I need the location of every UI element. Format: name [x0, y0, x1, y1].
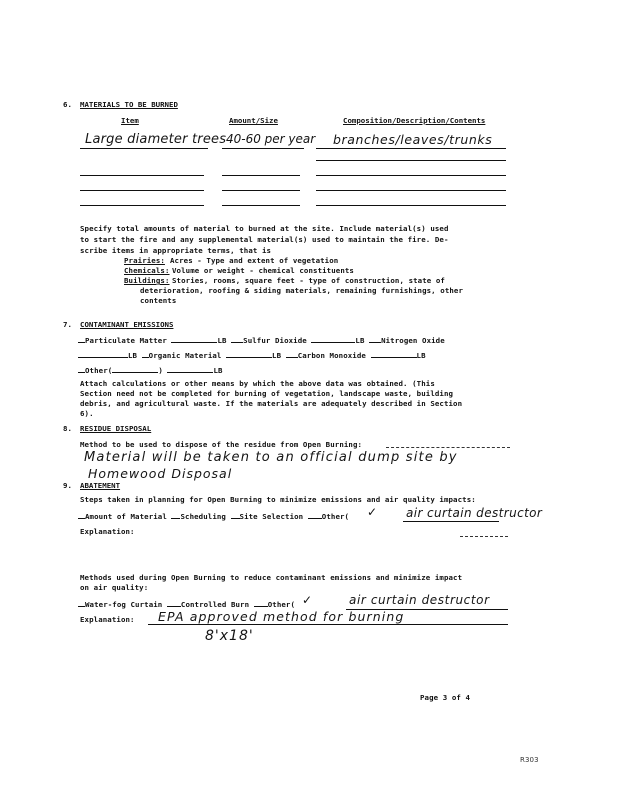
- item-line-3: [80, 190, 204, 191]
- other2-answer: air curtain destructor: [349, 593, 490, 607]
- methods-options-row: [78, 599, 295, 609]
- amount-line-4: [222, 205, 300, 206]
- lb-unit: LB: [213, 366, 223, 375]
- water-fog-label: Water-fog Curtain: [85, 600, 163, 609]
- emissions-row-2: [78, 350, 426, 360]
- site-selection-label: Site Selection: [239, 512, 304, 521]
- buildings-text-2: deterioration, roofing & siding materials, remaining furnishings, other: [140, 286, 464, 295]
- section-7-title: CONTAMINANT EMISSIONS: [80, 320, 174, 329]
- prairies-text: Acres - Type and extent of vegetation: [170, 256, 339, 265]
- explanation-line-1: [460, 536, 508, 537]
- attach-line-4: 6).: [80, 409, 94, 418]
- prairies-label: Prairies:: [124, 256, 165, 265]
- other-emission-name-input[interactable]: [112, 365, 158, 373]
- lb-unit: LB: [128, 351, 138, 360]
- explanation-label-1: Explanation:: [80, 527, 135, 536]
- section-9-number: 9.: [63, 481, 72, 490]
- site-selection-checkbox[interactable]: [231, 511, 240, 519]
- nitrogen-input[interactable]: [78, 350, 128, 358]
- explanation-answer: EPA approved method for burning: [158, 609, 405, 624]
- lb-unit: LB: [272, 351, 282, 360]
- other-label: Other(: [321, 512, 350, 521]
- emissions-row-1: [78, 335, 445, 345]
- explanation-label-2: Explanation:: [80, 615, 135, 624]
- buildings-label: Buildings:: [124, 276, 170, 285]
- other-emission-amount-input[interactable]: [167, 365, 213, 373]
- item-value-row-1: Large diameter trees: [85, 132, 227, 147]
- section-8-number: 8.: [63, 424, 72, 433]
- organic-label: Organic Material: [148, 351, 222, 360]
- disposal-method-label: Method to be used to dispose of the residue from Open Burning:: [80, 440, 363, 449]
- amount-line-2: [222, 175, 300, 176]
- nitrogen-label: Nitrogen Oxide: [381, 336, 445, 345]
- lb-unit: LB: [355, 336, 365, 345]
- particulate-input[interactable]: [171, 335, 217, 343]
- checkmark-icon: ✓: [302, 593, 313, 607]
- sulfur-label: Sulfur Dioxide: [243, 336, 307, 345]
- column-header-composition: Composition/Description/Contents: [343, 116, 486, 125]
- water-fog-checkbox[interactable]: [78, 599, 85, 607]
- amount-line-1: [222, 148, 304, 149]
- attach-line-1: Attach calculations or other means by which the above data was obtained. (This: [80, 379, 435, 388]
- sulfur-input[interactable]: [311, 335, 355, 343]
- amount-of-material-label: Amount of Material: [85, 512, 167, 521]
- instructions-line-1: Specify total amounts of material to burned at the site. Include material(s) used: [80, 224, 449, 233]
- close-paren: ): [158, 366, 163, 375]
- abatement-options-row: [78, 511, 349, 521]
- disposal-answer-line-2: Homewood Disposal: [88, 466, 233, 481]
- section-6-number: 6.: [63, 100, 72, 109]
- column-header-item: Item: [121, 116, 139, 125]
- carbon-label: Carbon Monoxide: [297, 351, 366, 360]
- particulate-label: Particulate Matter: [85, 336, 167, 345]
- composition-line-2: [316, 160, 506, 161]
- attach-line-3: debris, and agricultural waste. If the materials are adequately described in Section: [80, 399, 463, 408]
- page-number: Page 3 of 4: [420, 693, 471, 702]
- amount-line-3: [222, 190, 300, 191]
- other-answer: air curtain destructor: [406, 506, 543, 520]
- composition-value-row-1: branches/leaves/trunks: [333, 132, 493, 147]
- section-8-title: RESIDUE DISPOSAL: [80, 424, 152, 433]
- buildings-text-1: Stories, rooms, square feet - type of construction, state of: [172, 276, 445, 285]
- attach-line-2: Section need not be completed for burning of vegetation, landscape waste, building: [80, 389, 454, 398]
- lb-unit: LB: [217, 336, 227, 345]
- methods-line-2: on air quality:: [80, 583, 149, 592]
- explanation-line-2: [148, 624, 508, 625]
- composition-line-5: [316, 205, 506, 206]
- section-6-title: MATERIALS TO BE BURNED: [80, 100, 178, 109]
- other2-checkbox[interactable]: [254, 599, 268, 607]
- composition-line-1: [316, 148, 506, 149]
- disposal-line-1: [386, 447, 510, 448]
- item-line-4: [80, 205, 204, 206]
- explanation-answer-2: 8'x18': [205, 628, 254, 644]
- disposal-answer-line-1: Material will be taken to an official dump site by: [84, 450, 458, 465]
- controlled-burn-label: Controlled Burn: [180, 600, 250, 609]
- scheduling-label: Scheduling: [180, 512, 226, 521]
- other-answer-line: [403, 521, 499, 522]
- controlled-burn-checkbox[interactable]: [167, 599, 181, 607]
- chemicals-label: Chemicals:: [124, 266, 170, 275]
- other-checkbox[interactable]: [308, 511, 322, 519]
- organic-input[interactable]: [226, 350, 272, 358]
- instructions-line-2: to start the fire and any supplemental material(s) used to maintain the fire. De-: [80, 235, 449, 244]
- instructions-line-3: scribe items in appropriate terms, that is: [80, 246, 272, 255]
- carbon-input[interactable]: [371, 350, 417, 358]
- item-line-1: [80, 148, 208, 149]
- composition-line-4: [316, 190, 506, 191]
- other2-label: Other(: [267, 600, 296, 609]
- abatement-steps-label: Steps taken in planning for Open Burning to minimize emissions and air quality impacts:: [80, 495, 476, 504]
- buildings-text-3: contents: [140, 296, 177, 305]
- section-9-title: ABATEMENT: [80, 481, 121, 490]
- column-header-amount: Amount/Size: [229, 116, 278, 125]
- emissions-row-3: [78, 365, 223, 375]
- item-line-2: [80, 175, 204, 176]
- amount-value-row-1: 40-60 per year: [226, 132, 316, 146]
- methods-line-1: Methods used during Open Burning to reduce contaminant emissions and minimize impact: [80, 573, 463, 582]
- amount-checkbox[interactable]: [78, 511, 85, 519]
- chemicals-text: Volume or weight - chemical constituents: [172, 266, 354, 275]
- section-7-number: 7.: [63, 320, 72, 329]
- document-code: R303: [520, 756, 539, 764]
- other-emission-label: Other(: [85, 366, 113, 375]
- composition-line-3: [316, 175, 506, 176]
- checkmark-icon: ✓: [367, 505, 378, 519]
- lb-unit: LB: [416, 351, 426, 360]
